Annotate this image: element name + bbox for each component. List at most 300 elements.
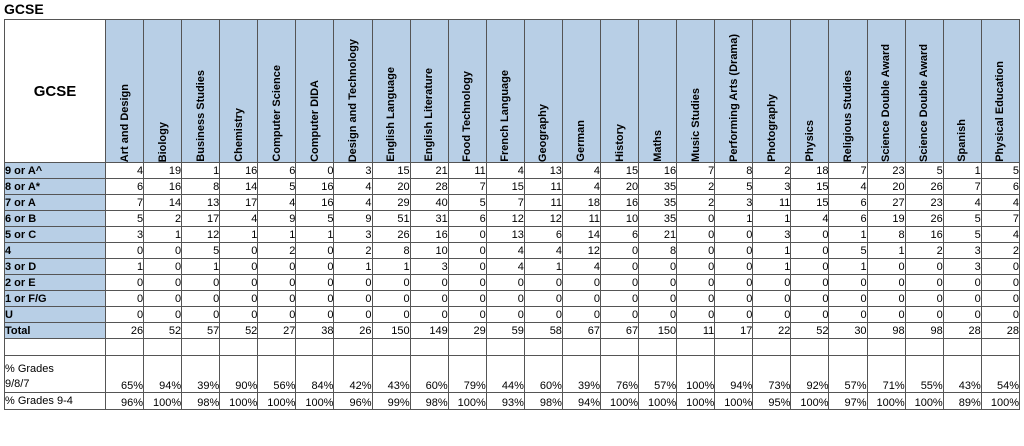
empty-cell [524,339,562,356]
percentage-cell: 76% [601,356,639,393]
count-cell: 17 [220,195,258,211]
count-cell: 0 [258,307,296,323]
count-cell: 0 [144,259,182,275]
empty-cell [106,339,144,356]
count-cell: 0 [867,259,905,275]
count-cell: 5 [715,179,753,195]
empty-cell [258,339,296,356]
count-cell: 28 [943,323,981,339]
count-cell: 6 [258,163,296,179]
page-title: GCSE [4,1,44,17]
count-cell: 3 [334,227,372,243]
count-cell: 7 [486,195,524,211]
count-cell: 0 [677,259,715,275]
count-cell: 8 [372,243,410,259]
count-cell: 98 [867,323,905,339]
count-cell: 1 [829,259,867,275]
count-cell: 4 [486,163,524,179]
subject-label: Computer Science [270,65,283,162]
percentage-cell: 96% [334,393,372,410]
subject-label: Maths [651,130,664,162]
subject-header [486,20,524,163]
grade-label: U [5,307,106,323]
empty-cell [410,339,448,356]
count-cell: 0 [981,291,1019,307]
count-cell: 0 [220,291,258,307]
subject-header [448,20,486,163]
subject-header [639,20,677,163]
count-cell: 18 [562,195,600,211]
count-cell: 10 [410,243,448,259]
count-cell: 4 [562,259,600,275]
count-cell: 12 [524,211,562,227]
count-cell: 7 [981,211,1019,227]
count-cell: 2 [144,211,182,227]
subject-label: Science Double Award [880,44,893,162]
count-cell: 1 [829,227,867,243]
percentage-cell: 90% [220,356,258,393]
count-cell: 15 [601,163,639,179]
count-cell: 0 [372,275,410,291]
count-cell: 0 [601,243,639,259]
count-cell: 0 [943,275,981,291]
empty-cell [981,339,1019,356]
subject-label: History [613,124,626,162]
percentage-cell: 100% [867,393,905,410]
count-cell: 2 [677,195,715,211]
grade-label: 8 or A* [5,179,106,195]
count-cell: 35 [639,195,677,211]
count-cell: 35 [639,179,677,195]
subject-label: Food Technology [461,71,474,162]
percentage-cell: 39% [562,356,600,393]
count-cell: 0 [220,307,258,323]
percentage-cell: 100% [601,393,639,410]
corner-label: GCSE [5,20,106,163]
count-cell: 0 [715,259,753,275]
count-cell: 0 [106,243,144,259]
count-cell: 1 [524,259,562,275]
count-cell: 26 [106,323,144,339]
count-cell: 16 [296,179,334,195]
count-cell: 26 [372,227,410,243]
count-cell: 17 [715,323,753,339]
count-cell: 0 [448,307,486,323]
count-cell: 0 [905,275,943,291]
grade-row [5,259,1020,275]
count-cell: 0 [829,307,867,323]
count-cell: 149 [410,323,448,339]
grade-label: 5 or C [5,227,106,243]
empty-cell [486,339,524,356]
count-cell: 0 [981,275,1019,291]
count-cell: 0 [524,291,562,307]
count-cell: 5 [905,163,943,179]
percentage-cell: 60% [410,356,448,393]
count-cell: 0 [296,291,334,307]
count-cell: 0 [715,307,753,323]
count-cell: 9 [258,211,296,227]
count-cell: 11 [524,195,562,211]
count-cell: 5 [296,211,334,227]
subject-header [601,20,639,163]
percentage-cell: 97% [829,393,867,410]
count-cell: 0 [220,275,258,291]
count-cell: 0 [258,259,296,275]
count-cell: 17 [182,211,220,227]
grade-label: 9 or A^ [5,163,106,179]
count-cell: 0 [220,259,258,275]
subject-label: Physics [803,120,816,162]
count-cell: 150 [372,323,410,339]
count-cell: 13 [524,163,562,179]
count-cell: 67 [562,323,600,339]
empty-cell [639,339,677,356]
count-cell: 3 [943,259,981,275]
count-cell: 0 [334,307,372,323]
count-cell: 52 [144,323,182,339]
count-cell: 0 [677,243,715,259]
count-cell: 59 [486,323,524,339]
grade-label: 2 or E [5,275,106,291]
count-cell: 16 [220,163,258,179]
count-cell: 0 [639,259,677,275]
percentage-cell: 71% [867,356,905,393]
count-cell: 23 [905,195,943,211]
percentage-cell: 100% [981,393,1019,410]
count-cell: 5 [448,195,486,211]
percentage-label: % Grades 9-4 [5,393,106,410]
grade-row [5,291,1020,307]
count-cell: 0 [639,307,677,323]
grade-label: 1 or F/G [5,291,106,307]
subject-label: Physical Education [994,61,1007,162]
count-cell: 0 [562,275,600,291]
percentage-cell: 57% [829,356,867,393]
count-cell: 5 [182,243,220,259]
count-cell: 26 [905,179,943,195]
count-cell: 28 [410,179,448,195]
count-cell: 0 [753,307,791,323]
percentage-cell: 100% [639,393,677,410]
count-cell: 6 [981,179,1019,195]
percentage-cell: 55% [905,356,943,393]
count-cell: 27 [867,195,905,211]
count-cell: 35 [639,211,677,227]
count-cell: 1 [753,243,791,259]
percentage-cell: 57% [639,356,677,393]
empty-cell [448,339,486,356]
count-cell: 1 [372,259,410,275]
count-cell: 0 [753,275,791,291]
count-cell: 16 [144,179,182,195]
count-cell: 2 [905,243,943,259]
empty-cell [372,339,410,356]
percentage-cell: 39% [182,356,220,393]
grade-row [5,179,1020,195]
percentage-cell: 100% [296,393,334,410]
count-cell: 1 [753,211,791,227]
count-cell: 13 [182,195,220,211]
count-cell: 7 [448,179,486,195]
subject-label: Chemistry [232,108,245,162]
subject-header [791,20,829,163]
count-cell: 11 [524,179,562,195]
count-cell: 0 [715,291,753,307]
subject-header [715,20,753,163]
count-cell: 15 [791,195,829,211]
count-cell: 12 [182,227,220,243]
percentage-cell: 92% [791,356,829,393]
empty-cell [220,339,258,356]
count-cell: 5 [258,179,296,195]
count-cell: 5 [106,211,144,227]
count-cell: 19 [144,163,182,179]
grade-row [5,195,1020,211]
count-cell: 0 [220,243,258,259]
percentage-cell: 43% [372,356,410,393]
count-cell: 38 [296,323,334,339]
count-cell: 5 [981,163,1019,179]
percentage-cell: 98% [182,393,220,410]
percentage-cell: 65% [106,356,144,393]
subject-label: French Language [499,70,512,162]
count-cell: 13 [486,227,524,243]
subject-label: Photography [765,94,778,162]
count-cell: 52 [791,323,829,339]
count-cell: 1 [220,227,258,243]
count-cell: 0 [182,291,220,307]
count-cell: 0 [601,307,639,323]
count-cell: 0 [296,243,334,259]
percentage-cell: 98% [410,393,448,410]
percentage-cell: 73% [753,356,791,393]
grade-row [5,323,1020,339]
empty-cell [334,339,372,356]
count-cell: 0 [182,275,220,291]
subject-label: Art and Design [118,83,131,162]
subject-header [334,20,372,163]
spacer-row [5,339,1020,356]
count-cell: 7 [943,179,981,195]
subject-header [677,20,715,163]
subject-header [410,20,448,163]
count-cell: 5 [943,211,981,227]
count-cell: 6 [106,179,144,195]
count-cell: 0 [524,307,562,323]
count-cell: 4 [334,195,372,211]
subject-header [981,20,1019,163]
count-cell: 3 [106,227,144,243]
count-cell: 0 [791,227,829,243]
count-cell: 0 [448,291,486,307]
grade-label: 6 or B [5,211,106,227]
count-cell: 2 [677,179,715,195]
empty-cell [867,339,905,356]
count-cell: 52 [220,323,258,339]
subject-header [867,20,905,163]
count-cell: 12 [562,243,600,259]
empty-cell [791,339,829,356]
percentage-cell: 95% [753,393,791,410]
count-cell: 4 [220,211,258,227]
count-cell: 0 [410,275,448,291]
count-cell: 6 [601,227,639,243]
count-cell: 1 [715,211,753,227]
count-cell: 0 [486,275,524,291]
count-cell: 0 [905,259,943,275]
percentage-cell: 100% [791,393,829,410]
percentage-cell: 94% [715,356,753,393]
count-cell: 0 [715,275,753,291]
percentage-cell: 100% [220,393,258,410]
count-cell: 0 [905,291,943,307]
subject-label: Religious Studies [842,69,855,162]
percentage-cell: 100% [448,393,486,410]
percentage-cell: 43% [943,356,981,393]
percentage-cell: 60% [524,356,562,393]
count-cell: 3 [334,163,372,179]
count-cell: 0 [677,291,715,307]
count-cell: 11 [448,163,486,179]
percentage-cell: 44% [486,356,524,393]
empty-cell [715,339,753,356]
count-cell: 31 [410,211,448,227]
count-cell: 0 [296,259,334,275]
count-cell: 0 [943,291,981,307]
count-cell: 0 [562,291,600,307]
count-cell: 0 [258,275,296,291]
count-cell: 11 [677,323,715,339]
percentage-row [5,393,1020,410]
count-cell: 4 [791,211,829,227]
count-cell: 2 [258,243,296,259]
subject-header-row [5,20,1020,163]
count-cell: 3 [753,179,791,195]
count-cell: 16 [601,195,639,211]
count-cell: 4 [981,227,1019,243]
count-cell: 0 [486,307,524,323]
count-cell: 0 [144,243,182,259]
grade-row [5,211,1020,227]
count-cell: 0 [639,291,677,307]
count-cell: 16 [296,195,334,211]
count-cell: 4 [562,163,600,179]
percentage-cell: 100% [905,393,943,410]
percentage-cell: 96% [106,393,144,410]
percentage-cell: 100% [677,393,715,410]
count-cell: 0 [677,227,715,243]
gcse-results-table [4,19,1020,410]
count-cell: 0 [905,307,943,323]
grade-label: Total [5,323,106,339]
count-cell: 8 [867,227,905,243]
count-cell: 0 [791,243,829,259]
count-cell: 0 [677,211,715,227]
percentage-cell: 79% [448,356,486,393]
percentage-cell: 94% [144,356,182,393]
count-cell: 4 [829,179,867,195]
count-cell: 29 [448,323,486,339]
count-cell: 0 [334,291,372,307]
grade-row [5,307,1020,323]
count-cell: 0 [448,227,486,243]
count-cell: 0 [791,275,829,291]
count-cell: 12 [486,211,524,227]
empty-cell [296,339,334,356]
count-cell: 15 [372,163,410,179]
count-cell: 14 [562,227,600,243]
empty-cell [829,339,867,356]
count-cell: 0 [943,307,981,323]
subject-label: Biology [156,121,169,162]
count-cell: 0 [410,291,448,307]
count-cell: 0 [753,291,791,307]
count-cell: 27 [258,323,296,339]
count-cell: 0 [144,275,182,291]
percentage-label: % Grades 9/8/7 [5,356,106,393]
count-cell: 0 [601,291,639,307]
percentage-cell: 56% [258,356,296,393]
subject-header [562,20,600,163]
count-cell: 0 [867,275,905,291]
percentage-cell: 93% [486,393,524,410]
count-cell: 0 [448,275,486,291]
subject-header [943,20,981,163]
count-cell: 1 [334,259,372,275]
count-cell: 58 [524,323,562,339]
subject-label: Design and Technology [347,38,359,162]
count-cell: 0 [562,307,600,323]
count-cell: 3 [410,259,448,275]
count-cell: 0 [639,275,677,291]
count-cell: 16 [905,227,943,243]
empty-cell [601,339,639,356]
grade-row [5,243,1020,259]
subject-header [258,20,296,163]
count-cell: 3 [715,195,753,211]
count-cell: 5 [943,227,981,243]
count-cell: 98 [905,323,943,339]
empty-cell [677,339,715,356]
count-cell: 2 [334,243,372,259]
subject-header [372,20,410,163]
count-cell: 3 [753,227,791,243]
count-cell: 1 [258,227,296,243]
count-cell: 7 [677,163,715,179]
count-cell: 4 [334,179,372,195]
subject-label: Music Studies [689,88,702,162]
count-cell: 1 [144,227,182,243]
count-cell: 0 [296,275,334,291]
subject-header [144,20,182,163]
count-cell: 4 [943,195,981,211]
percentage-cell: 100% [677,356,715,393]
count-cell: 0 [448,243,486,259]
percentage-cell: 98% [524,393,562,410]
empty-cell [562,339,600,356]
count-cell: 7 [106,195,144,211]
count-cell: 0 [829,275,867,291]
grade-label: 3 or D [5,259,106,275]
percentage-cell: 42% [334,356,372,393]
subject-label: Science Double Award [918,44,931,162]
count-cell: 6 [448,211,486,227]
count-cell: 20 [867,179,905,195]
count-cell: 0 [867,307,905,323]
count-cell: 6 [829,195,867,211]
count-cell: 0 [715,227,753,243]
